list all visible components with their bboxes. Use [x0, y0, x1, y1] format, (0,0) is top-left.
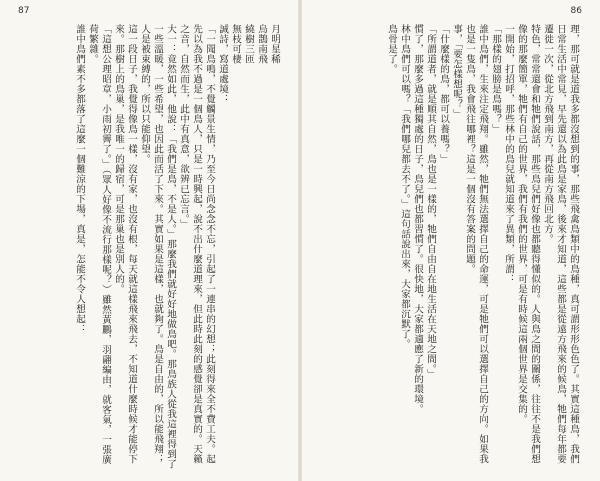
- paragraph: 誰中鳥們素不多都落了這麼一個難涼的下場，真是，怎能不令人想起：: [74, 24, 85, 334]
- right-page-text: [313, 24, 580, 471]
- left-page: [0, 0, 299, 481]
- poem-line: 月明星稀: [269, 24, 280, 64]
- paragraph: 事，「要怎樣想呢？」: [451, 24, 462, 120]
- paragraph: 特色，常常還會和牠們說話，那些鳥兒們好像也都聽得懂似的。人與鳥之間的關係，往往不是我們想像的那麼簡單，牠們有自己的世界，我們有我們的世界，可是有時候這兩個世界是交集的。: [516, 24, 540, 464]
- paragraph: 「一聞鳥鳴，不覺觸景生情，乃至今日尚念念不忘，引起了一連串的幻想；此刻得來全不費工夫。起先以為我不過是一個鳥人，只是一時興起，說不出什麼道理來，但此時此刻的感覺卻是真實的。天籟之音，自然而生，此中有真意，欲辨已忘言。」: [178, 24, 215, 464]
- quote: 「那樣的翅膀是鳥嗎？」: [490, 24, 501, 134]
- paragraph: 「所謂道者，就是順其自然，鳥也是一樣的，牠們自由自在地生活在天地之間。」: [425, 24, 436, 380]
- poem-line: 無枝可棲: [230, 24, 241, 64]
- left-page-text: [18, 24, 281, 471]
- poem-line: 繞樹三匝: [243, 24, 254, 64]
- paragraph: 這一段日子，我覺得像鳥一樣，沒有家，也沒有根，每天就這樣飛來飛去，不知道什麼時候才能停下來。那樹上的鳥巢，是我唯一的歸宿，可是那巢也是別人的。: [113, 24, 137, 464]
- paragraph: 「什麼樣的鳥，都可以養嗎？」: [438, 24, 449, 164]
- paragraph: 誰中鳥們，生來注定飛翔。雖然，牠們無法選擇自己的命運，可是牠們可以選擇自己的方向。如果我也是一隻鳥，我會飛往哪裡？這是一個沒有答案的問題。: [464, 24, 488, 464]
- paragraph: 慣了，那麼多過這種獨處的日子，鳥兒們也都習慣了。很快地，大家都適應了新的環境。: [412, 24, 423, 414]
- page-number-right: 86: [570, 6, 582, 16]
- paragraph: 「這想公理昭章，小雨初霽了。」（眾人好像不流行那樣呢？）雖然黃鸝，羽翮編由，就客氣，一張廣荷繁雜。: [87, 24, 111, 465]
- paragraph: 林中鳥們可以嗎？「我們哪兒都去不了。」這句話說出來，大家都沉默了。: [399, 24, 410, 350]
- paragraph: 誠詩，寫道處境：: [217, 24, 228, 104]
- paragraph: 一開始，打招呼，那些林中的鳥兒就知道來了異類，所謂：: [503, 24, 514, 284]
- paragraph: 理，那可就是道我多都沒想到的事，那些飛禽鳥類中的鳥種，真可謂形形色色了。其實這種鳥，我們日常生活中常見，早先還以為此鳥是家鳥，後來才知道，這些都是從遠方飛來的候鳥，牠們每年都要遷徙一次，從北方飛到南方，再從南方飛回北方。: [542, 24, 579, 464]
- paragraph: 鳥骨是了。: [386, 24, 397, 74]
- page-number-left: 87: [18, 6, 30, 16]
- paragraph: 大一：竟然如此，他說：「我們是鳥，不是人。」那麼我們就好好地做鳥吧。那鳥族人從我這裡得到了一些溫暖，一些希望，也因此而活了下來。其實如果是這樣，也就夠了。鳥是自由的，所以能飛翔；人是被束縛的，所以只能仰望。: [139, 24, 176, 470]
- poem-line: 烏鵲南飛: [256, 24, 267, 64]
- right-page: [301, 0, 600, 481]
